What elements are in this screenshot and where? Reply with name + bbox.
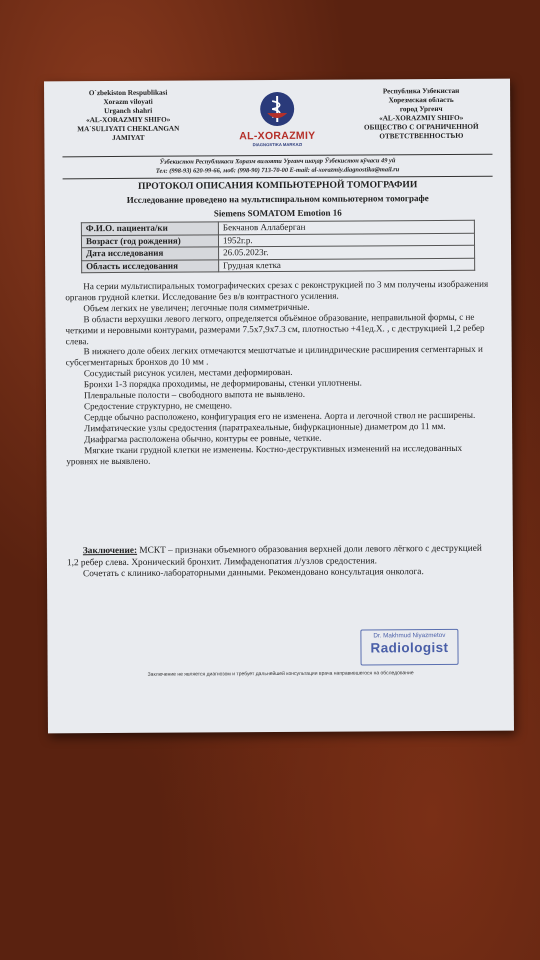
header-right-ru bbox=[346, 87, 496, 142]
info-key: Дата исследования bbox=[82, 247, 219, 260]
header-left-line: JAMIYAT bbox=[112, 133, 145, 143]
finding-paragraph: В нижнего доле обеих легких отмечаются мешотчатые и цилиндрические расширения сегментарных и субсегментарных бронхов до 10 мм . bbox=[65, 344, 483, 368]
disclaimer-footnote: Заключение не является диагнозом и требует дальнейшей консультации врача направившегося на обследование bbox=[147, 670, 414, 678]
header-right-line: Республика Узбекистан bbox=[382, 86, 460, 96]
finding-paragraph: Бронхи 1-3 порядка проходимы, не деформированы, стенки уплотнены. bbox=[83, 377, 362, 390]
info-value: Бекчанов Аллаберган bbox=[218, 220, 474, 234]
stamp-name: Dr. Makhmud Niyazmetov bbox=[373, 631, 446, 640]
contact-line: Тел: (998-93) 620-99-66, моб: (998-90) 713-70-00 E-mail: al-xorazmiy.diagnostika@mail.ru bbox=[155, 165, 400, 175]
finding-paragraph: Средостение структурно, не смещено. bbox=[83, 400, 233, 412]
report-sheet bbox=[44, 79, 514, 734]
finding-paragraph: Плевральные полости – свободного выпота не выявлено. bbox=[83, 388, 305, 401]
info-value: Грудная клетка bbox=[219, 258, 475, 272]
header-left-line: MA`SULIYATI CHEKLANGAN bbox=[77, 124, 180, 134]
header-right-line: ОБЩЕСТВО С ОГРАНИЧЕННОЙ bbox=[363, 122, 479, 132]
address-line: Ўзбекистон Республикаси Хоразм вилояти Урганч шаҳар Ўзбекистон кўчаси 49 уй bbox=[159, 157, 396, 166]
header-right-line: город Ургенч bbox=[399, 104, 443, 114]
logo-name: AL-XORAZMIY bbox=[239, 129, 316, 143]
document-title: ПРОТОКОЛ ОПИСАНИЯ КОМПЬЮТЕРНОЙ ТОМОГРАФИИ bbox=[137, 179, 418, 192]
radiologist-stamp bbox=[360, 629, 458, 666]
header-right-line: Хорезмская область bbox=[388, 95, 454, 105]
header-left-line: O`zbekiston Respublikasi bbox=[88, 88, 168, 98]
header-right-line: ОТВЕТСТВЕННОСТЬЮ bbox=[379, 131, 464, 141]
stamp-role: Radiologist bbox=[370, 639, 449, 656]
finding-paragraph: Сосудистый рисунок усилен, местами деформирован. bbox=[83, 367, 293, 379]
caduceus-bowl-icon bbox=[258, 90, 296, 130]
clinic-logo bbox=[227, 90, 327, 148]
recommendation-text: Сочетать с клинико-лабораторными данными. Рекомендовано консультация онколога. bbox=[82, 567, 424, 580]
finding-paragraph: В области верхушки левого легкого, определяется объёмное образование, неправильной формы, с не четкими и неровными контурами, размерами 7.5х7,9х7.3 см, плотностью +41ед.Х. , с деструкцией 1,2 ребер слева. bbox=[65, 311, 485, 346]
patient-info-table bbox=[81, 220, 475, 273]
device-name: Siemens SOMATOM Emotion 16 bbox=[213, 207, 342, 219]
conclusion-text: МСКТ – признаки объемного образования верхней доли левого лёгкого с деструкцией 1,2 ребер слева. Хронический бронхит. Лимфаденопатия л/узлов средостения. bbox=[66, 543, 482, 568]
conclusion-paragraph bbox=[67, 544, 491, 570]
finding-paragraph: Лимфатические узлы средостения (паратрахеальные, бифуркационные) диаметром до 11 мм. bbox=[84, 420, 446, 433]
clinic-address bbox=[62, 157, 492, 177]
logo-subtitle: DIAGNOSTIKA MARKAZI bbox=[252, 141, 303, 148]
header-left-line: «AL-XORAZMIY SHIFO» bbox=[86, 115, 171, 125]
finding-paragraph: Мягкие ткани грудной клетки не изменены. Костно-деструктивных изменений на исследованных уровнях не выявлено. bbox=[66, 442, 463, 466]
finding-paragraph: Сердце обычно расположено, конфигурация его не изменена. Аорта и легочной ствол не расширены. bbox=[84, 409, 476, 423]
info-value: 1952г.р. bbox=[218, 233, 474, 247]
header-left-uz bbox=[58, 88, 198, 143]
info-row bbox=[82, 258, 475, 273]
finding-paragraph: Объем легких не увеличен; легочные поля симметричные. bbox=[83, 301, 310, 314]
info-key: Ф.И.О. пациента/ки bbox=[81, 222, 218, 235]
finding-paragraph: Диафрагма расположена обычно, контуры ее ровные, четкие. bbox=[84, 432, 322, 444]
header-left-line: Urganch shahri bbox=[104, 106, 153, 116]
header-right-line: «AL-XORAZMIY SHIFO» bbox=[379, 113, 464, 123]
conclusion-label: Заключение: bbox=[82, 545, 138, 557]
info-value: 26.05.2023г. bbox=[219, 245, 475, 259]
conclusion-section bbox=[67, 544, 491, 581]
info-key: Возраст (год рождения) bbox=[81, 234, 218, 247]
header-left-line: Xorazm viloyati bbox=[103, 97, 153, 107]
finding-paragraph: На серии мультиспиральных томографических срезах с реконструкцией по 3 мм получены изображения органов грудной клетки. Исследование без в/в контрастного усиления. bbox=[65, 278, 489, 303]
subtitle-text: Исследование проведено на мультиспиральном компьютерном томографе bbox=[126, 193, 429, 205]
info-key: Область исследования bbox=[82, 259, 219, 272]
findings-section bbox=[65, 279, 490, 467]
document-subtitle bbox=[45, 191, 511, 222]
